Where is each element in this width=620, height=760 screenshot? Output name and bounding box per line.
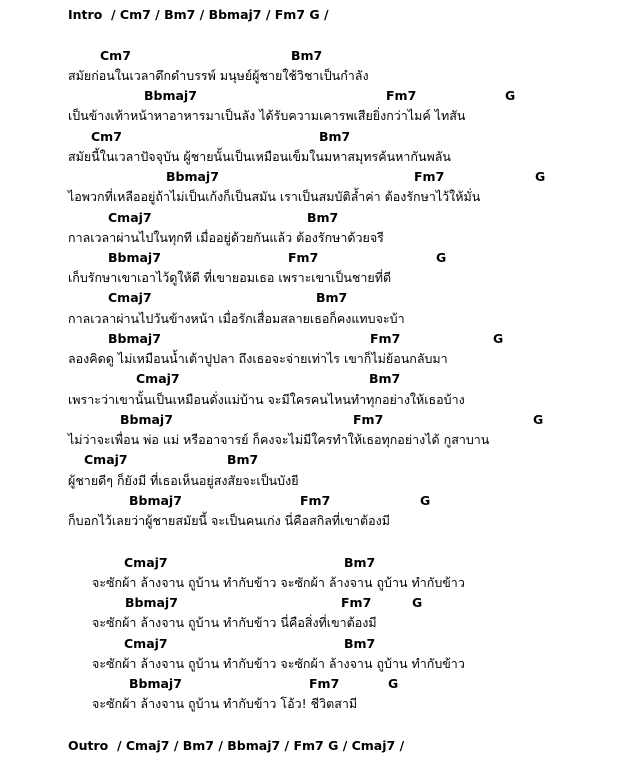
chord: G [505, 88, 516, 103]
lyric-line: จะซักผ้า ล้างจาน ถูบ้าน ทำกับข้าว โอ้ว! ชีวิตสามี [92, 696, 358, 711]
chord: G [436, 250, 447, 265]
lyric-line: เก็บรักษาเขาเอาไว้ดูให้ดี ที่เขายอมเธอ เพราะเขาเป็นชายที่ดี [68, 270, 392, 285]
lyric-line: ผู้ชายดีๆ ก็ยังมี ที่เธอเห็นอยู่สงสัยจะเป็นบังยี [68, 473, 299, 488]
chord: Bm7 [369, 371, 401, 386]
chord: Fm7 [341, 595, 372, 610]
lyric-line: ก็บอกไว้เลยว่าผู้ชายสมัยนี้ จะเป็นคนเก่ง นี่คือสกิลที่เขาต้องมี [68, 513, 390, 528]
chord: G [493, 331, 504, 346]
chord: Bbmaj7 [144, 88, 197, 103]
chord: Fm7 [300, 493, 331, 508]
lyric-line: ไอพวกที่เหลืออยู่ถ้าไม่เป็นเก้งก็เป็นสมัน เราเป็นสมบัติล้ำค่า ต้องรักษาไว้ให้มั่น [68, 189, 481, 204]
chord: G [412, 595, 423, 610]
chord: Bbmaj7 [108, 250, 161, 265]
lyric-line: จะซักผ้า ล้างจาน ถูบ้าน ทำกับข้าว จะซักผ้า ล้างจาน ถูบ้าน ทำกับข้าว [92, 656, 465, 671]
chord: Fm7 [386, 88, 417, 103]
lyric-line: สมัยนี้ในเวลาปัจจุบัน ผู้ชายนั้นเป็นเหมือนเข็มในมหาสมุทรค้นหากันพลัน [68, 149, 451, 164]
chord: Cmaj7 [108, 290, 152, 305]
lyric-line: จะซักผ้า ล้างจาน ถูบ้าน ทำกับข้าว จะซักผ้า ล้างจาน ถูบ้าน ทำกับข้าว [92, 575, 465, 590]
chord: Cm7 [100, 48, 131, 63]
chord: Fm7 [370, 331, 401, 346]
chord: Bbmaj7 [166, 169, 219, 184]
chord: Bbmaj7 [129, 676, 182, 691]
lyric-line: จะซักผ้า ล้างจาน ถูบ้าน ทำกับข้าว นี่คือสิ่งที่เขาต้องมี [92, 615, 377, 630]
lyric-line: กาลเวลาผ่านไปวันข้างหน้า เมื่อรักเสื่อมสลายเธอก็คงแทบจะบ้า [68, 311, 405, 326]
chord: G [535, 169, 546, 184]
outro-line: Outro / Cmaj7 / Bm7 / Bbmaj7 / Fm7 G / Cmaj7 / [68, 738, 405, 753]
chord: Fm7 [414, 169, 445, 184]
lyric-line: ไม่ว่าจะเพื่อน พ่อ แม่ หรืออาจารย์ ก็คงจะไม่มีใครทำให้เธอทุกอย่างได้ กูสาบาน [68, 432, 490, 447]
chord: Bm7 [307, 210, 339, 225]
lyric-line: กาลเวลาผ่านไปในทุกที เมื่ออยู่ด้วยกันแล้ว ต้องรักษาด้วยจรี [68, 230, 384, 245]
chord: Fm7 [309, 676, 340, 691]
chord: G [388, 676, 399, 691]
chord: G [420, 493, 431, 508]
chord: Bm7 [316, 290, 348, 305]
chord: Bbmaj7 [125, 595, 178, 610]
lyric-line: ลองคิดดู ไม่เหมือนน้ำเต้าปูปลา ถึงเธอจะจ่ายเท่าไร เขาก็ไม่ย้อนกลับมา [68, 351, 448, 366]
chord: Cmaj7 [108, 210, 152, 225]
chord: Fm7 [353, 412, 384, 427]
chord: Bm7 [344, 555, 376, 570]
chord: Bm7 [344, 636, 376, 651]
lyric-line: เป็นข้างเท้าหน้าหาอาหารมาเป็นลัง ได้รับความเคารพเสียยิ่งกว่าไมค์ ไทสัน [68, 108, 466, 123]
chord: Bm7 [319, 129, 351, 144]
lyric-line: เพราะว่าเขานั้นเป็นเหมือนดั่งแม่บ้าน จะมีใครคนไหนทำทุกอย่างให้เธอบ้าง [68, 392, 465, 407]
chord: Cm7 [91, 129, 122, 144]
lyric-line: สมัยก่อนในเวลาดึกดำบรรพ์ มนุษย์ผู้ชายใช้วิชาเป็นกำลัง [68, 68, 369, 83]
chord: G [533, 412, 544, 427]
chord: Bm7 [291, 48, 323, 63]
chord: Bbmaj7 [108, 331, 161, 346]
chord: Cmaj7 [84, 452, 128, 467]
chord: Cmaj7 [124, 636, 168, 651]
intro-line: Intro / Cm7 / Bm7 / Bbmaj7 / Fm7 G / [68, 7, 329, 22]
chord: Cmaj7 [136, 371, 180, 386]
chord: Cmaj7 [124, 555, 168, 570]
chord: Fm7 [288, 250, 319, 265]
chord: Bm7 [227, 452, 259, 467]
chord: Bbmaj7 [129, 493, 182, 508]
chord: Bbmaj7 [120, 412, 173, 427]
